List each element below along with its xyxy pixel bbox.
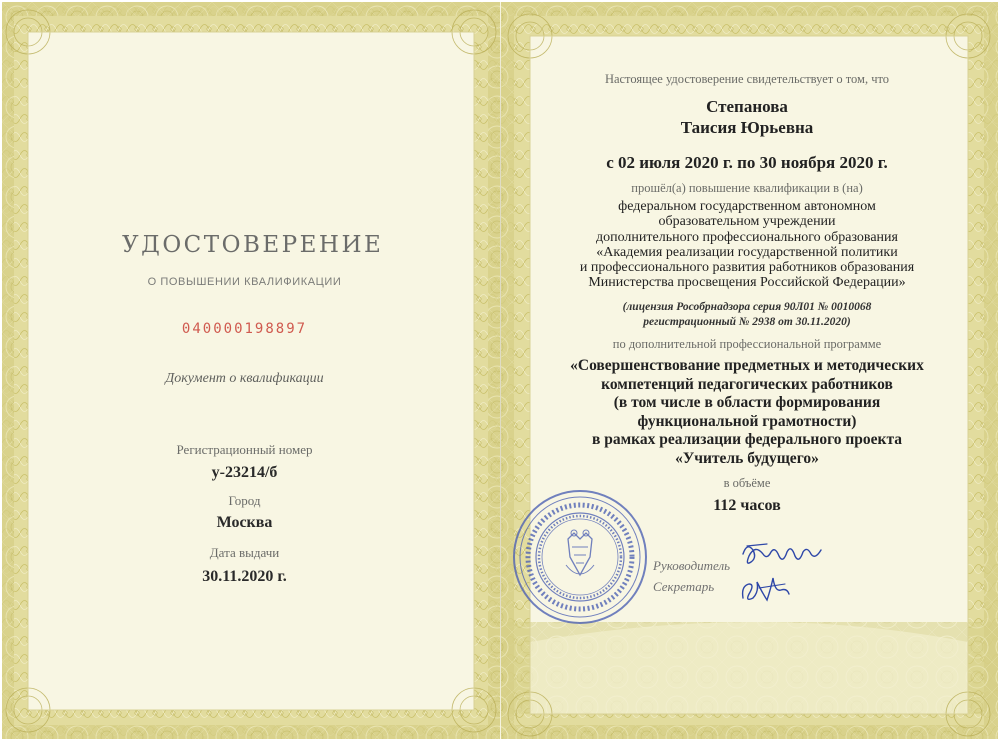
certificate-subtitle: О ПОВЫШЕНИИ КВАЛИФИКАЦИИ — [147, 276, 342, 288]
program-line: «Совершенствование предметных и методических — [570, 357, 924, 374]
certificate-title: УДОСТОВЕРЕНИЕ — [122, 232, 384, 258]
registration-number: у-23214/б — [211, 464, 278, 481]
license-block — [547, 300, 947, 330]
program-intro: по дополнительной профессиональной программе — [612, 337, 882, 351]
issue-date-label: Дата выдачи — [209, 545, 280, 560]
head-signature — [737, 536, 827, 572]
passed-text: прошёл(а) повышение квалификации в (на) — [631, 181, 863, 195]
institution-line: образовательном учреждении — [658, 214, 836, 230]
training-period: с 02 июля 2020 г. по 30 ноября 2020 г. — [606, 153, 888, 172]
secretary-signature — [737, 572, 797, 610]
issue-date-value: 30.11.2020 г. — [202, 568, 287, 585]
institution-line: Министерства просвещения Российской Федерации» — [588, 275, 906, 291]
institution-line: дополнительного профессионального образования — [596, 229, 898, 245]
institution-line: и профессионального развития работников образования — [579, 260, 915, 276]
given-names: Таисия Юрьевна — [680, 118, 814, 137]
program-line: «Учитель будущего» — [675, 449, 819, 467]
registration-label: Регистрационный номер — [176, 442, 313, 457]
official-seal — [510, 487, 650, 627]
volume-hours: 112 часов — [713, 497, 781, 514]
city-value: Москва — [216, 514, 273, 531]
program-line: в рамках реализации федерального проекта — [591, 431, 903, 449]
program-line: функциональной грамотности) — [637, 412, 857, 430]
program-block — [547, 357, 947, 469]
institution-line: «Академия реализации государственной политики — [596, 244, 898, 260]
certificate-document — [2, 2, 998, 739]
license-line: (лицензия Рособрнадзора серия 90Л01 № 0010068 — [622, 301, 872, 313]
program-line: компетенций педагогических работников — [601, 375, 893, 393]
city-label: Город — [228, 493, 261, 508]
center-fold — [500, 2, 501, 739]
institution-block — [547, 199, 947, 291]
program-line: (в том числе в области формирования — [613, 394, 881, 412]
head-label: Руководитель — [653, 558, 731, 573]
volume-label: в объёме — [723, 476, 771, 490]
form-number: 040000198897 — [181, 321, 308, 337]
license-line: регистрационный № 2938 от 30.11.2020) — [643, 316, 851, 328]
institution-line: федеральном государственном автономном — [618, 199, 876, 214]
secretary-label: Секретарь — [653, 579, 715, 594]
intro-text: Настоящее удостоверение свидетельствует о том, что — [604, 72, 890, 86]
surname: Степанова — [706, 97, 788, 116]
document-type: Документ о квалификации — [165, 371, 324, 386]
